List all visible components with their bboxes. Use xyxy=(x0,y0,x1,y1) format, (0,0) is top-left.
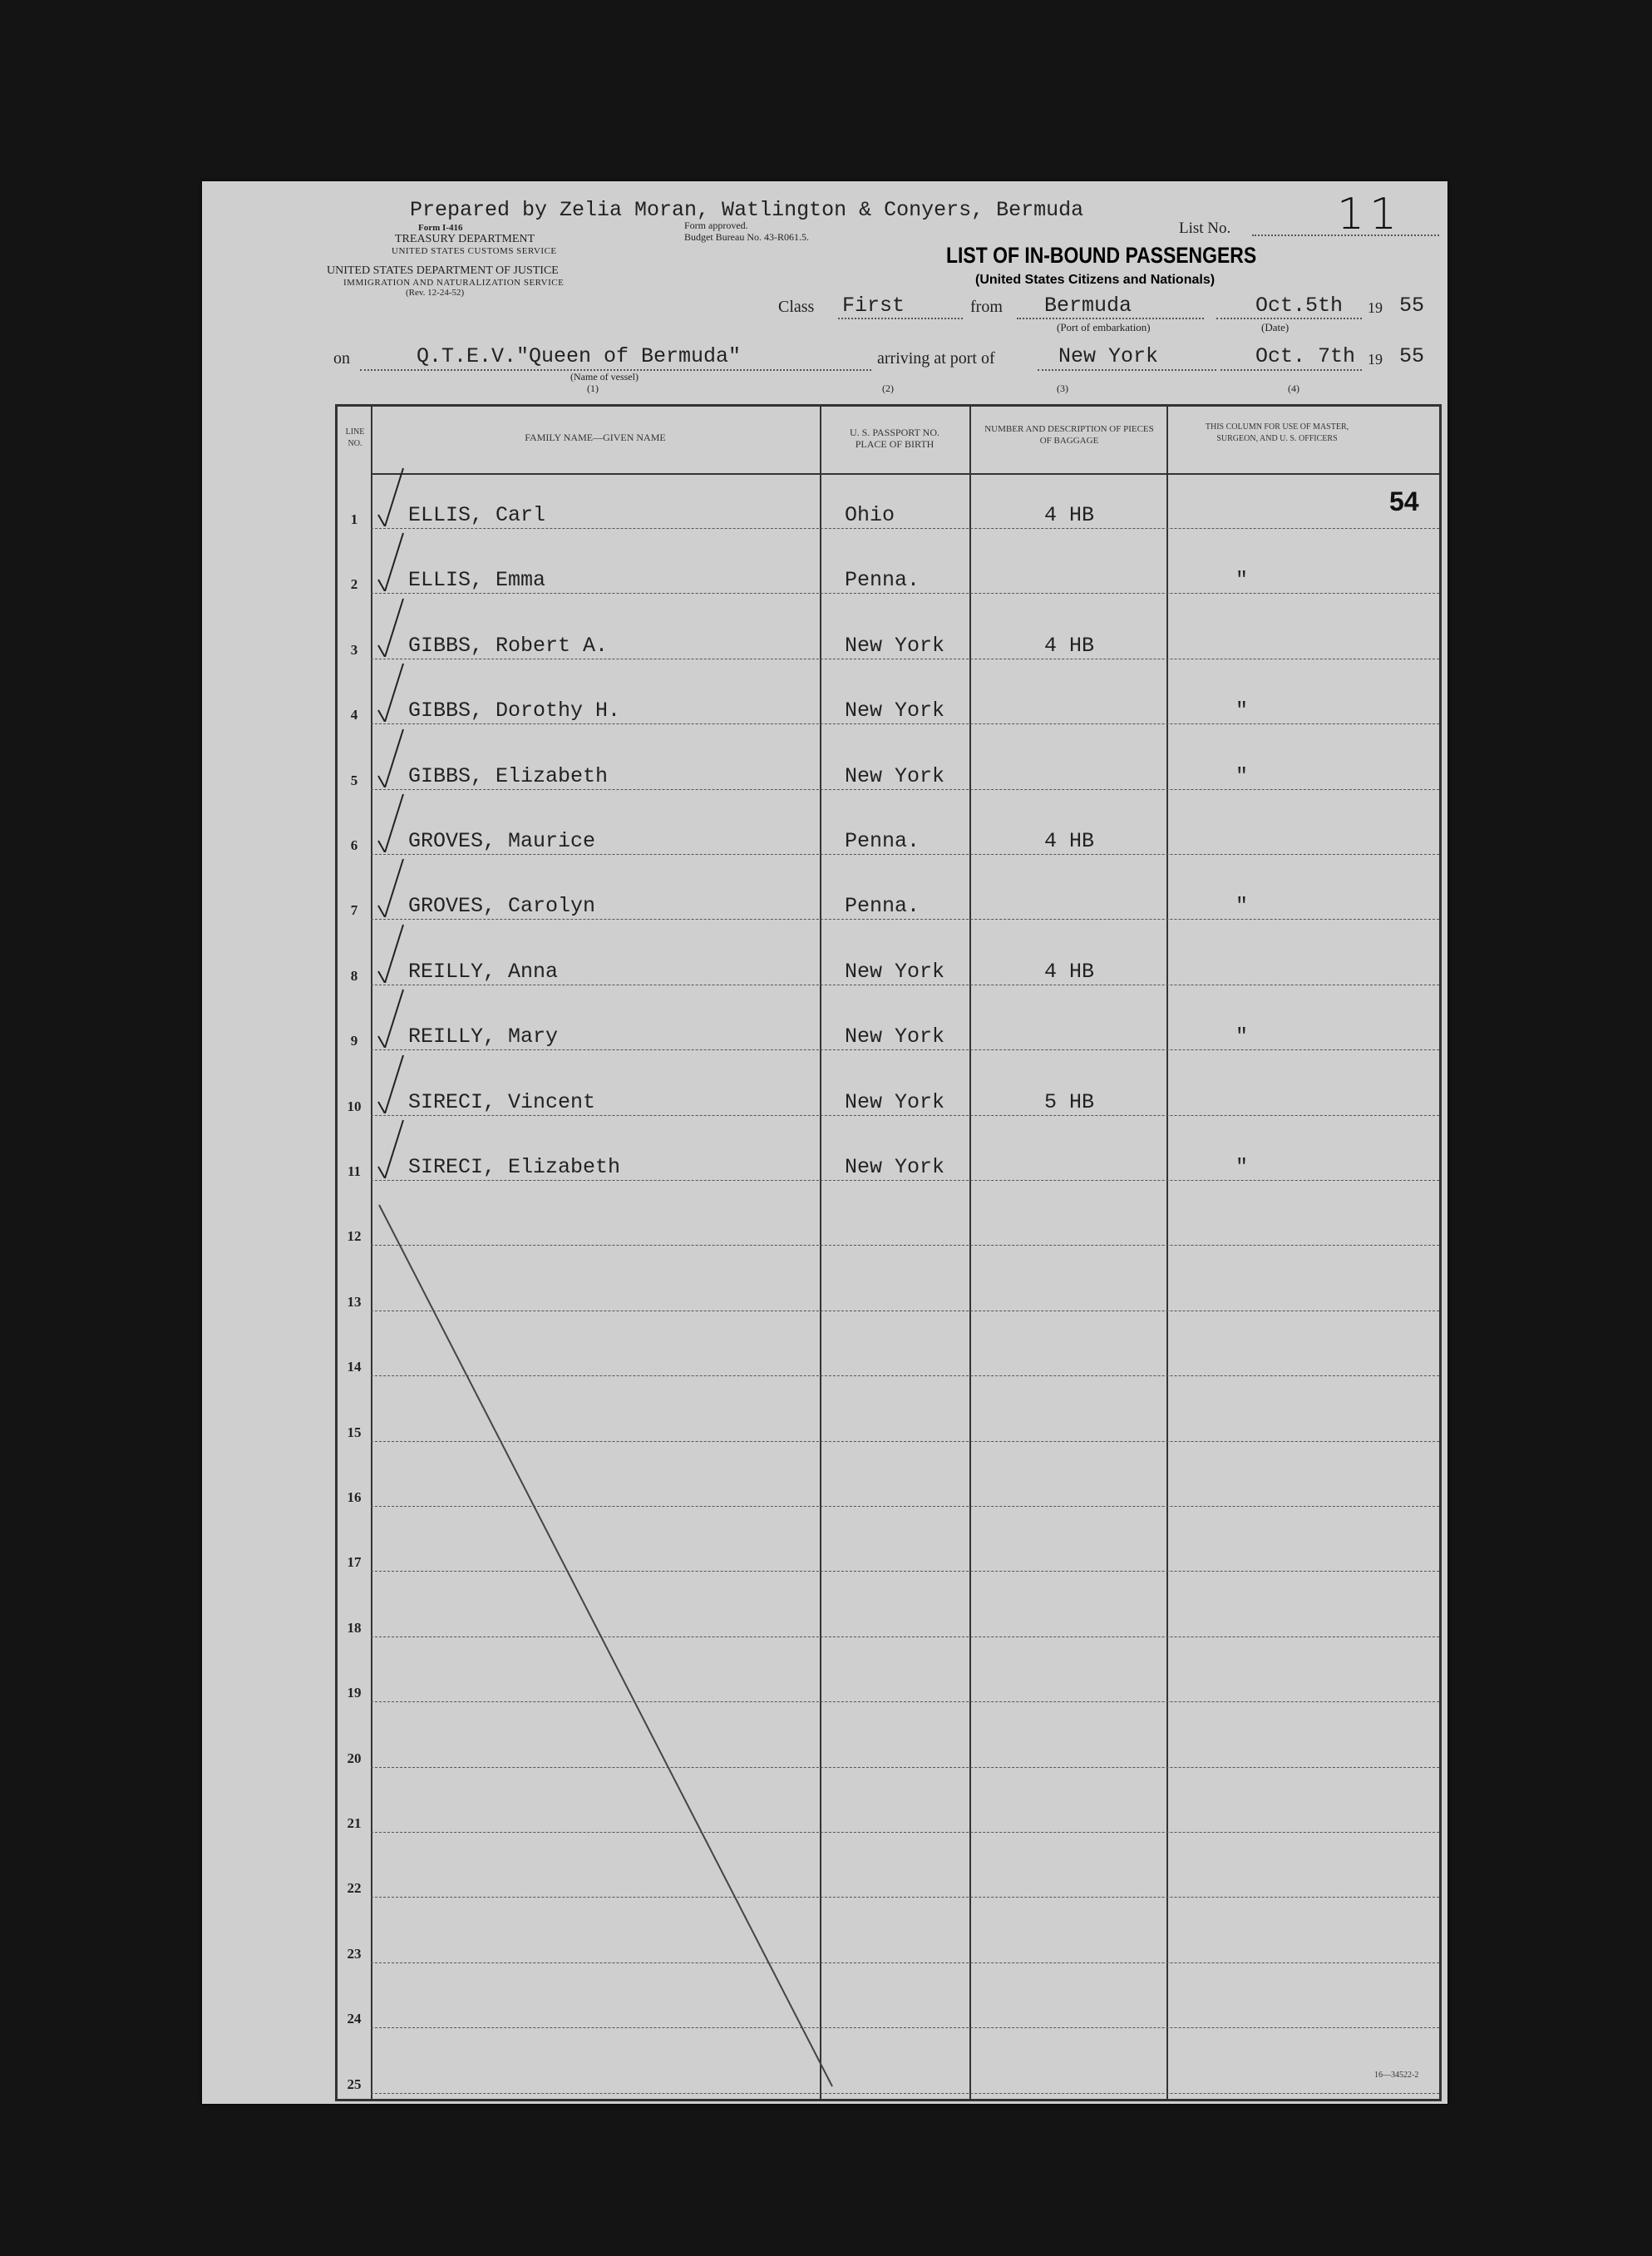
officer-note: " xyxy=(1235,568,1249,593)
place-of-birth: New York xyxy=(845,1089,945,1114)
vessel-caption: (Name of vessel) xyxy=(570,371,639,383)
prepared-by-line: Prepared by Zelia Moran, Watlington & Conyers, Bermuda xyxy=(410,198,1084,222)
baggage-count: 4 HB xyxy=(1044,503,1095,527)
line-number: 19 xyxy=(347,1685,362,1701)
passenger-name: GROVES, Carolyn xyxy=(408,894,596,919)
from-underline xyxy=(1017,318,1204,319)
officer-note: " xyxy=(1235,894,1249,919)
line-number: 10 xyxy=(347,1098,362,1114)
class-label: Class xyxy=(778,298,815,316)
budget-bureau: Budget Bureau No. 43-R061.5. xyxy=(684,231,809,243)
place-of-birth: Ohio xyxy=(845,503,895,527)
col2-number: (2) xyxy=(882,383,894,394)
customs-service: UNITED STATES CUSTOMS SERVICE xyxy=(392,246,557,256)
col1-number: (1) xyxy=(587,383,599,394)
form-subtitle: (United States Citizens and Nationals) xyxy=(975,273,1216,287)
line-number: 2 xyxy=(350,576,358,593)
line-number: 4 xyxy=(350,707,358,723)
passenger-name: ELLIS, Carl xyxy=(408,503,546,527)
header-officers: THIS COLUMN FOR USE OF MASTER, SURGEON, AND U. S. OFFICERS xyxy=(1205,422,1349,443)
line-number: 6 xyxy=(350,837,358,853)
from-label: from xyxy=(970,298,1003,316)
col3-number: (3) xyxy=(1057,383,1068,394)
header-passport: U. S. PASSPORT NO. PLACE OF BIRTH xyxy=(850,427,939,450)
baggage-count: 4 HB xyxy=(1044,829,1095,853)
date-caption: (Date) xyxy=(1261,321,1290,333)
immigration-service: IMMIGRATION AND NATURALIZATION SERVICE xyxy=(343,278,565,288)
line-number: 20 xyxy=(347,1750,362,1766)
header-family-name: FAMILY NAME—GIVEN NAME xyxy=(525,432,666,443)
revision-date: (Rev. 12-24-52) xyxy=(406,288,465,298)
line-number: 3 xyxy=(350,641,358,658)
line-number: 1 xyxy=(350,511,358,527)
header-line-no: LINE NO. xyxy=(345,427,365,448)
date2-underline xyxy=(1221,369,1362,371)
cancel-line xyxy=(338,407,1439,2099)
arriving-label: arriving at port of xyxy=(877,349,995,368)
date1-underline xyxy=(1216,318,1362,319)
col4-number: (4) xyxy=(1288,383,1299,394)
port-underline xyxy=(1038,369,1216,371)
port-embark-caption: (Port of embarkation) xyxy=(1057,321,1151,333)
passenger-name: ELLIS, Emma xyxy=(408,568,546,593)
line-number: 12 xyxy=(347,1228,362,1245)
on-label: on xyxy=(333,349,350,368)
place-of-birth: Penna. xyxy=(845,894,920,919)
passenger-list-sheet xyxy=(202,181,1447,2104)
form-number: Form I-416 xyxy=(418,223,463,233)
year-prefix: 19 xyxy=(1368,299,1383,316)
line-number: 22 xyxy=(347,1880,362,1897)
line-number: 17 xyxy=(347,1554,362,1571)
line-number: 25 xyxy=(347,2076,362,2092)
departure-date: Oct.5th xyxy=(1255,294,1344,318)
line-number: 15 xyxy=(347,1424,362,1440)
place-of-birth: New York xyxy=(845,1024,945,1049)
class-value: First xyxy=(842,294,905,318)
place-of-birth: Penna. xyxy=(845,568,920,593)
class-underline xyxy=(838,318,963,319)
arrival-port: New York xyxy=(1058,344,1159,368)
baggage-count: 5 HB xyxy=(1044,1089,1095,1114)
passenger-name: GIBBS, Dorothy H. xyxy=(408,699,621,723)
year-prefix-2: 19 xyxy=(1368,351,1383,368)
line-number: 5 xyxy=(350,772,358,788)
officer-note: " xyxy=(1235,1155,1249,1179)
line-number: 9 xyxy=(350,1033,358,1049)
department-of-justice: UNITED STATES DEPARTMENT OF JUSTICE xyxy=(327,264,559,277)
arrival-date: Oct. 7th xyxy=(1255,344,1356,368)
vessel-name: Q.T.E.V."Queen of Bermuda" xyxy=(417,344,742,368)
treasury-department: TREASURY DEPARTMENT xyxy=(395,233,535,245)
line-number: 7 xyxy=(350,902,358,919)
line-number: 13 xyxy=(347,1293,362,1310)
passenger-name: SIRECI, Elizabeth xyxy=(408,1155,621,1179)
line-number: 16 xyxy=(347,1489,362,1505)
passenger-table xyxy=(335,404,1442,2101)
line-number: 8 xyxy=(350,967,358,984)
footer-code: 16—34522-2 xyxy=(1374,2071,1419,2080)
place-of-birth: New York xyxy=(845,699,945,723)
line-number: 24 xyxy=(347,2011,362,2027)
list-no-label: List No. xyxy=(1179,220,1231,237)
departure-year: 55 xyxy=(1399,294,1425,318)
place-of-birth: New York xyxy=(845,1155,945,1179)
officer-mark: 54 xyxy=(1389,486,1419,516)
place-of-birth: New York xyxy=(845,633,945,658)
passenger-name: GROVES, Maurice xyxy=(408,829,596,853)
form-title: LIST OF IN-BOUND PASSENGERS xyxy=(946,243,1257,268)
line-number: 21 xyxy=(347,1815,362,1831)
passenger-name: REILLY, Mary xyxy=(408,1024,559,1049)
place-of-birth: Penna. xyxy=(845,829,920,853)
baggage-count: 4 HB xyxy=(1044,633,1095,658)
line-number: 18 xyxy=(347,1619,362,1636)
from-value: Bermuda xyxy=(1044,294,1132,318)
place-of-birth: New York xyxy=(845,763,945,788)
list-no-value: 11 xyxy=(1337,190,1403,239)
officer-note: " xyxy=(1235,763,1249,788)
officer-note: " xyxy=(1235,1024,1249,1049)
arrival-year: 55 xyxy=(1399,344,1425,368)
line-number: 23 xyxy=(347,1945,362,1962)
passenger-name: REILLY, Anna xyxy=(408,959,559,984)
line-number: 11 xyxy=(347,1163,362,1179)
place-of-birth: New York xyxy=(845,959,945,984)
passenger-name: GIBBS, Robert A. xyxy=(408,633,609,658)
header-baggage: NUMBER AND DESCRIPTION OF PIECES OF BAGGAGE xyxy=(984,424,1154,446)
passenger-name: SIRECI, Vincent xyxy=(408,1089,596,1114)
baggage-count: 4 HB xyxy=(1044,959,1095,984)
form-approved: Form approved. xyxy=(684,220,748,231)
passenger-name: GIBBS, Elizabeth xyxy=(408,763,609,788)
officer-note: " xyxy=(1235,699,1249,723)
line-number: 14 xyxy=(347,1359,362,1375)
